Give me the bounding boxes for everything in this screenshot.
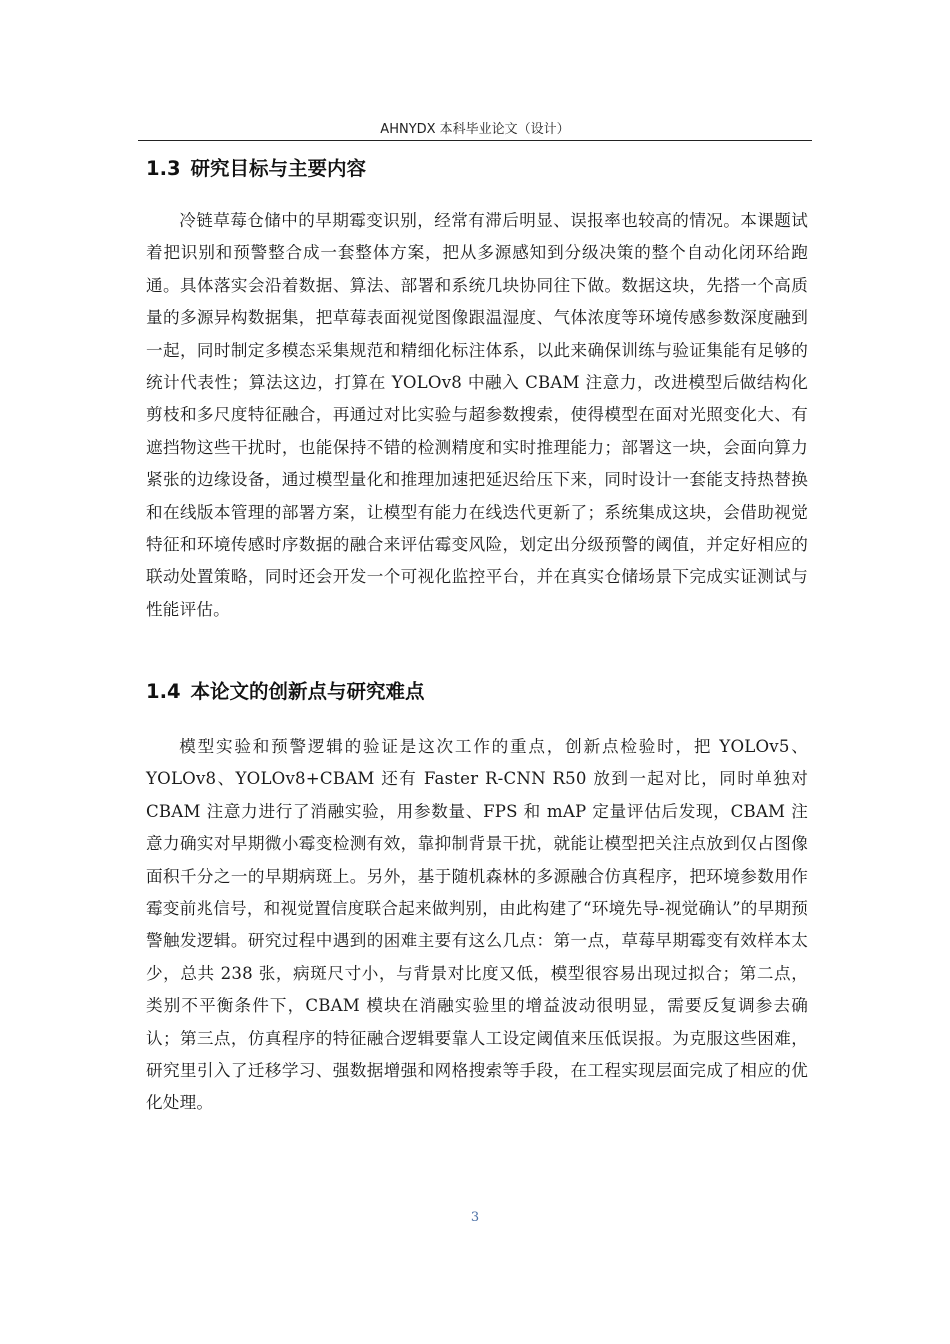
section-paragraph: 冷链草莓仓储中的早期霉变识别，经常有滞后明显、误报率也较高的情况。本课题试着把识别和预警整合成一套整体方案，把从多源感知到分级决策的整个自动化闭环给跑通。具体落实会沿着数据、算法、部署和系统几块协同往下做。数据这块，先搭一个高质量的多源异构数据集，把草莓表面视觉图像跟温湿度、气体浓度等环境传感参数深度融到一起，同时制定多模态采集规范和精细化标注体系，以此来确保训练与验证集能有足够的统计代表性；算法这边，打算在 YOLOv8 中融入 CBAM 注意力，改进模型后做结构化剪枝和多尺度特征融合，再通过对比实验与超参数搜索，使得模型在面对光照变化大、有遮挡物这些干扰时，也能保持不错的检测精度和实时推理能力；部署这一块，会面向算力紧张的边缘设备，通过模型量化和推理加速把延迟给压下来，同时设计一套能支持热替换和在线版本管理的部署方案，让模型有能力在线迭代更新了；系统集成这块，会借助视觉特征和环境传感时序数据的融合来评估霉变风险，划定出分级预警的阈值，并定好相应的联动处置策略，同时还会开发一个可视化监控平台，并在真实仓储场景下完成实证测试与性能评估。	[146, 211, 808, 619]
section-paragraph: 模型实验和预警逻辑的验证是这次工作的重点，创新点检验时，把 YOLOv5、YOLOv8、YOLOv8+CBAM 还有 Faster R-CNN R50 放到一起对比，同时单独对 CBAM 注意力进行了消融实验，用参数量、FPS 和 mAP 定量评估后发现，CBAM 注意力确实对早期微小霉变检测有效，靠抑制背景干扰，就能让模型把关注点放到仅占图像面积千分之一的早期病斑上。另外，基于随机森林的多源融合仿真程序，把环境参数用作霉变前兆信号，和视觉置信度联合起来做判别，由此构建了“环境先导-视觉确认”的早期预警触发逻辑。研究过程中遇到的困难主要有这么几点：第一点，草莓早期霉变有效样本太少，总共 238 张，病斑尺寸小，与背景对比度又低，模型很容易出现过拟合；第二点，类别不平衡条件下，CBAM 模块在消融实验里的增益波动很明显，需要反复调参去确认；第三点，仿真程序的特征融合逻辑要靠人工设定阈值来压低误报。为克服这些困难，研究里引入了迁移学习、强数据增强和网格搜索等手段，在工程实现层面完成了相应的优化处理。	[146, 737, 808, 1113]
running-header: AHNYDX 本科毕业论文（设计）	[380, 122, 570, 137]
section-title: 本论文的创新点与研究难点	[190, 680, 425, 703]
section-number: 1.4	[146, 680, 181, 703]
header-rule	[138, 140, 812, 141]
section-heading-1-4	[146, 676, 816, 704]
section-number: 1.3	[146, 157, 181, 180]
page-number: 3	[470, 1210, 480, 1225]
section-heading-1-3	[146, 153, 816, 181]
section-title: 研究目标与主要内容	[190, 157, 367, 180]
